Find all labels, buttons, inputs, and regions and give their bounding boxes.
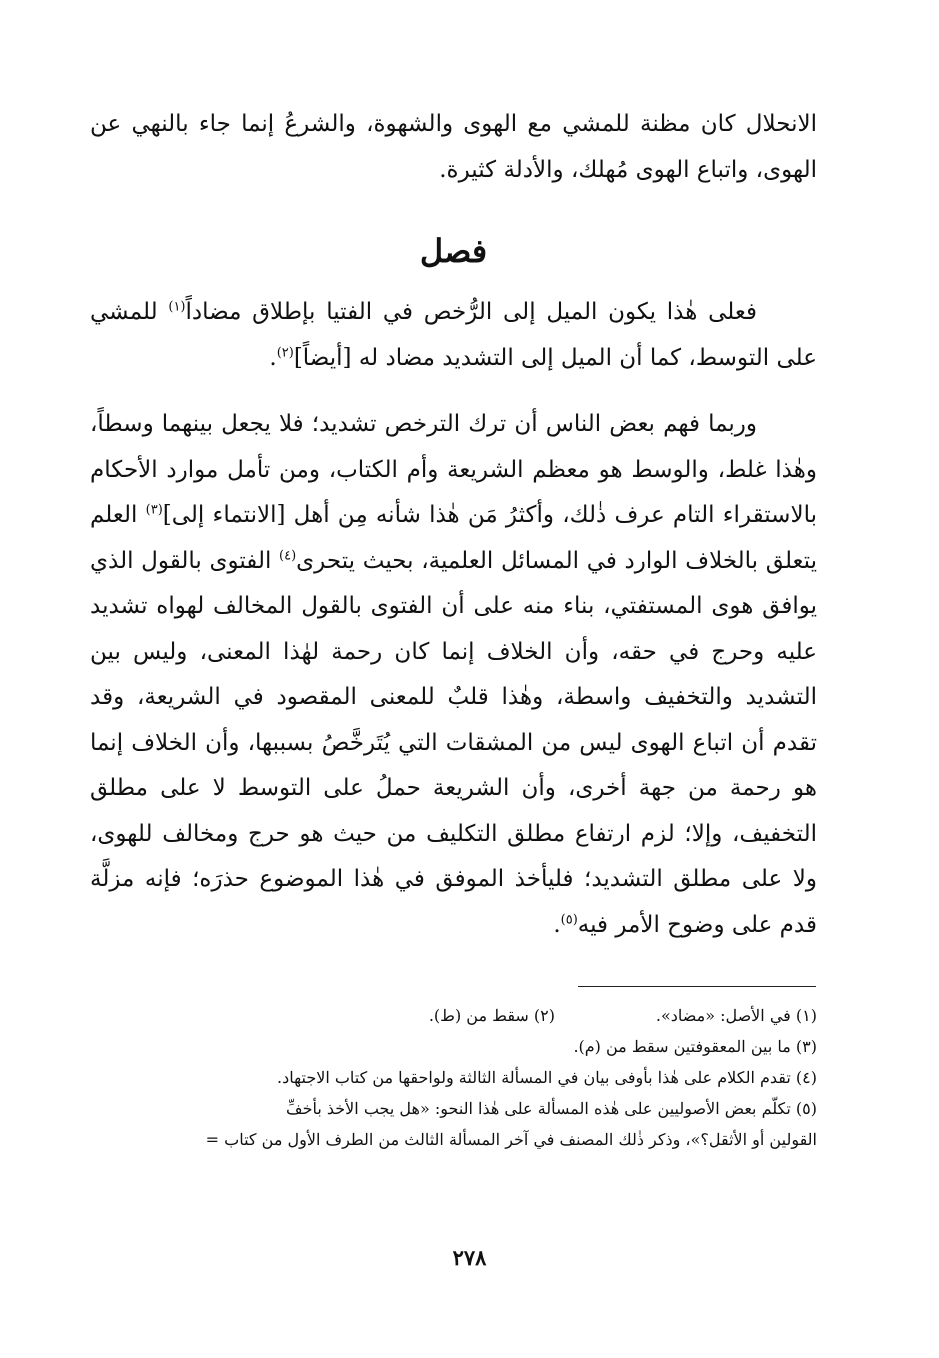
paragraph-2-text: للمشي على التوسط، كما أن الميل إلى التشديد مضاد له [أيضاً]: [90, 299, 817, 371]
paragraph-3-text: وربما فهم بعض الناس أن ترك الترخص تشديد؛ فلا يجعل بينهما وسطاً، وهٰذا غلط، والوسط هو معظم الشريعة وأم الكتاب، ومن تأمل موارد الأحكام بالاستقراء التام عرف ذٰلك، وأكثرُ مَن هٰذا شأنه مِن أهل [الانتماء إلى]: [90, 411, 817, 528]
footnote-ref-2[interactable]: (٢): [276, 344, 294, 360]
footnote-ref-3[interactable]: (٣): [145, 502, 163, 518]
paragraph-2: [90, 290, 817, 381]
paragraph-3-text: .: [553, 911, 561, 938]
page-number: ٢٧٨: [452, 1245, 487, 1270]
footnote-ref-1[interactable]: (١): [168, 299, 186, 315]
footnotes: [80, 1000, 817, 1155]
footnote-4: (٤) تقدم الكلام على هٰذا بأوفى بيان في المسألة الثالثة ولواحقها من كتاب الاجتهاد.: [277, 1068, 817, 1087]
footnote-separator: [578, 986, 816, 987]
footnote-ref-4[interactable]: (٤): [279, 547, 297, 563]
section-heading: [90, 226, 817, 276]
paragraph-3: [90, 402, 817, 948]
section-heading-text: فصل: [419, 232, 488, 270]
paragraph-2-text: فعلى هٰذا يكون الميل إلى الرُّخص في الفتيا بإطلاق مضاداً: [185, 299, 757, 325]
footnote-5-line-1: (٥) تكلّم بعض الأصوليين على هٰذه المسألة على هٰذا النحو: «هل يجب الأخذ بأخفِّ: [286, 1099, 817, 1118]
footnote-5-line-2: القولين أو الأثقل؟»، وذكر ذٰلك المصنف في آخر المسألة الثالث من الطرف الأول من كتاب =: [205, 1130, 817, 1149]
paragraph-1-text: الانحلال كان مظنة للمشي مع الهوى والشهوة، والشرعُ إنما جاء بالنهي عن الهوى، واتباع الهوى مُهلك، والأدلة كثيرة.: [90, 111, 817, 183]
footnote-ref-5[interactable]: (٥): [560, 911, 578, 927]
paragraph-3-text: الفتوى بالقول الذي يوافق هوى المستفتي، بناء منه على أن الفتوى بالقول المخالف لهواه تشديد عليه وحرج في حقه، وأن الخلاف إنما كان رحمة لهٰذا المعنى، وليس بين التشديد والتخفيف واسطة، وهٰذا قلبٌ للمعنى المقصود في الشريعة، وقد تقدم أن اتباع الهوى ليس من المشقات التي يُتَرخَّصُ بسببها، وأن الخلاف إنما هو رحمة من جهة أخرى، وأن الشريعة حملُ على التوسط لا على مطلق التخفيف، وإلا؛ لزم ارتفاع مطلق التكليف من حيث هو حرج ومخالف للهوى، ولا على مطلق التشديد؛ فليأخذ الموفق في هٰذا الموضوع حذرَه؛ فإنه مزلَّة قدم على وضوح الأمر فيه: [90, 547, 817, 938]
paragraph-1: [90, 102, 817, 193]
footnote-3: (٣) ما بين المعقوفتين سقط من (م).: [573, 1037, 817, 1056]
footnote-1: (١) في الأصل: «مضاد».: [655, 1006, 817, 1025]
footnote-row: [80, 1000, 817, 1031]
paragraph-3-text: العلم يتعلق بالخلاف الوارد في المسائل العلمية، بحيث يتحرى: [90, 502, 817, 574]
paragraph-2-text: .: [269, 344, 277, 371]
footnote-2: (٢) سقط من (ط).: [428, 1006, 555, 1025]
